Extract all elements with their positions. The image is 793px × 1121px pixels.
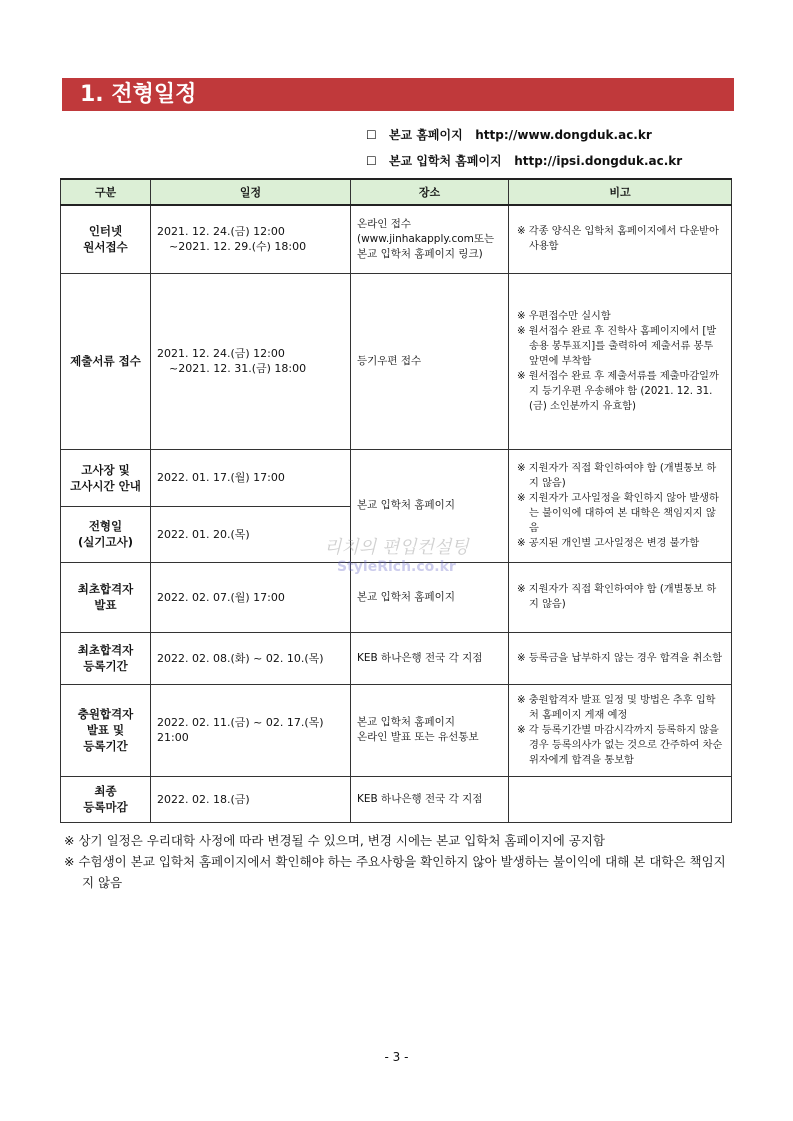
watermark-line1: 리치의 편입컨설팅: [324, 537, 469, 558]
place-line: (www.jinhakapply.com또는: [357, 232, 495, 245]
footer-note: ※ 수험생이 본교 입학처 홈페이지에서 확인해야 하는 주요사항을 확인하지 않아 발생하는 불이익에 대해 본 대학은 책임지지 않음: [64, 854, 726, 890]
place-line: 본교 입학처 홈페이지: [357, 590, 455, 603]
category-cell: [61, 562, 151, 632]
category-line: 등록기간: [83, 739, 128, 753]
date-line: ~2021. 12. 29.(수) 18:00: [169, 240, 307, 254]
note-line: ※ 각종 양식은 입학처 홈페이지에서 다운받아 사용함: [517, 226, 719, 253]
category-line: 최초합격자: [77, 643, 134, 657]
admission-link-label: 본교 입학처 홈페이지: [388, 154, 502, 168]
notes-cell: [509, 273, 732, 449]
category-line: 발표: [94, 598, 117, 612]
note-line: ※ 각 등록기간별 마감시각까지 등록하지 않을 경우 등록의사가 없는 것으로 간주하여 차순위자에게 합격을 통보함: [517, 724, 723, 766]
table-row: [61, 273, 732, 449]
place-line: KEB 하나은행 전국 각 지점: [357, 651, 483, 664]
table-row: [61, 205, 732, 273]
table-row: [61, 684, 732, 776]
table-row: [61, 632, 732, 684]
homepage-links: [366, 127, 682, 179]
note-line: ※ 원서접수 완료 후 진학사 홈페이지에서 [발송용 봉투표지]를 출력하여 제출서류 봉투 앞면에 부착함: [517, 325, 717, 367]
header-place: 장소: [351, 179, 509, 205]
section-title: 1. 전형일정: [62, 78, 734, 111]
category-line: 전형일: [88, 519, 123, 533]
category-line: (실기고사): [78, 535, 133, 549]
date-line: 2021. 12. 24.(금) 12:00: [157, 225, 285, 239]
note-line: ※ 충원합격자 발표 일정 및 방법은 추후 입학처 홈페이지 게재 예정: [517, 694, 716, 721]
date-cell: [151, 684, 351, 776]
place-line: 온라인 발표 또는 유선통보: [357, 731, 479, 743]
place-line: 본교 입학처 홈페이지: [357, 499, 455, 511]
place-line: 본교 입학처 홈페이지 링크): [357, 247, 483, 260]
place-cell: [351, 205, 509, 273]
category-line: 발표 및: [86, 723, 125, 737]
date-cell: [151, 632, 351, 684]
category-cell: [61, 776, 151, 822]
category-line: 최초합격자: [77, 582, 134, 596]
date-cell: [151, 776, 351, 822]
date-cell: [151, 205, 351, 273]
date-line: ~2021. 12. 31.(금) 18:00: [169, 362, 307, 375]
note-line: ※ 지원자가 직접 확인하여야 함 (개별통보 하지 않음): [517, 462, 717, 489]
category-line: 최종: [94, 784, 117, 798]
page-number: - 3 -: [384, 1050, 409, 1064]
category-line: 등록마감: [83, 800, 128, 814]
table-row: [61, 776, 732, 822]
category-cell: [61, 205, 151, 273]
table-header-row: [61, 179, 732, 205]
category-cell: [61, 273, 151, 449]
notes-cell: [509, 449, 732, 562]
date-cell: [151, 506, 351, 562]
note-line: ※ 지원자가 직접 확인하여야 함 (개별통보 하지 않음): [517, 584, 717, 610]
homepage-link-url[interactable]: http://www.dongduk.ac.kr: [475, 128, 652, 142]
homepage-link-label: 본교 홈페이지: [388, 128, 463, 142]
category-cell: [61, 684, 151, 776]
date-line: 2022. 02. 11.(금) ~ 02. 17.(목) 21:00: [157, 716, 324, 744]
category-cell: [61, 506, 151, 562]
date-cell: [151, 449, 351, 506]
note-line: ※ 공지된 개인별 고사일정은 변경 불가함: [517, 537, 700, 549]
place-line: 본교 입학처 홈페이지: [357, 716, 455, 728]
category-cell: [61, 449, 151, 506]
note-line: ※ 지원자가 고사일정을 확인하지 않아 발생하는 불이익에 대하여 본 대학은 책임지지 않음: [517, 492, 719, 534]
table-row: [61, 449, 732, 506]
homepage-link-row: [366, 127, 682, 153]
category-line: 제출서류 접수: [70, 354, 141, 368]
admission-link-url[interactable]: http://ipsi.dongduk.ac.kr: [514, 154, 683, 168]
place-line: 등기우편 접수: [357, 354, 422, 367]
category-cell: [61, 632, 151, 684]
header-category: 구분: [61, 179, 151, 205]
date-cell: [151, 273, 351, 449]
place-cell: [351, 776, 509, 822]
notes-cell: [509, 684, 732, 776]
date-line: 2022. 02. 07.(월) 17:00: [157, 590, 285, 604]
category-line: 고사장 및: [81, 462, 130, 477]
place-line: KEB 하나은행 전국 각 지점: [357, 792, 483, 805]
note-line: ※ 등록금을 납부하지 않는 경우 합격을 취소함: [517, 652, 723, 664]
watermark: [324, 533, 469, 575]
note-line: ※ 원서접수 완료 후 제출서류를 제출마감일까지 등기우편 우송해야 함 (2021. 12. 31.(금) 소인분까지 유효함): [517, 370, 719, 412]
place-cell: [351, 273, 509, 449]
date-line: 2022. 02. 08.(화) ~ 02. 10.(목): [157, 651, 324, 665]
category-line: 충원합격자: [77, 707, 134, 721]
header-notes: 비고: [509, 179, 732, 205]
notes-cell: [509, 562, 732, 632]
checkbox-icon: ☐: [366, 154, 377, 168]
schedule-table: [60, 178, 732, 823]
header-date: 일정: [151, 179, 351, 205]
footer-notes: [64, 830, 734, 893]
checkbox-icon: ☐: [366, 128, 377, 142]
watermark-line2: StyleRich.co.kr: [337, 559, 456, 575]
date-cell: [151, 562, 351, 632]
place-cell: [351, 684, 509, 776]
admission-link-row: [366, 153, 682, 179]
notes-cell: [509, 632, 732, 684]
notes-cell: [509, 776, 732, 822]
category-line: 원서접수: [83, 240, 128, 255]
place-cell: [351, 632, 509, 684]
date-line: 2022. 01. 20.(목): [157, 527, 250, 541]
category-line: 등록기간: [83, 659, 128, 673]
note-line: ※ 우편접수만 실시함: [517, 310, 611, 322]
notes-cell: [509, 205, 732, 273]
date-line: 2022. 01. 17.(월) 17:00: [157, 471, 285, 484]
category-line: 인터넷: [88, 224, 123, 239]
place-line: 온라인 접수: [357, 217, 412, 230]
date-line: 2021. 12. 24.(금) 12:00: [157, 347, 285, 360]
category-line: 고사시간 안내: [70, 478, 141, 493]
date-line: 2022. 02. 18.(금): [157, 792, 250, 806]
footer-note: ※ 상기 일정은 우리대학 사정에 따라 변경될 수 있으며, 변경 시에는 본교 입학처 홈페이지에 공지함: [64, 833, 606, 848]
